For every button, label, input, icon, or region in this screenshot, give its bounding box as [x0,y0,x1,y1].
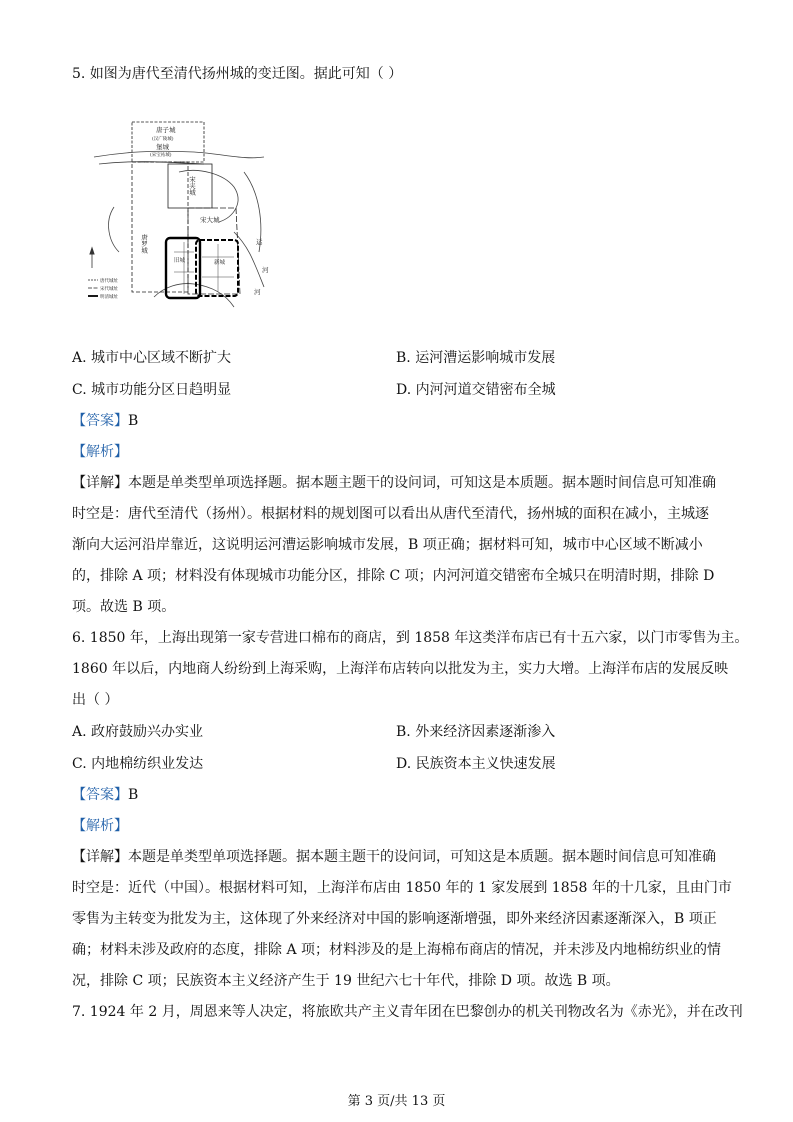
jiucheng-outline [166,238,200,298]
map-label-baocheng: 堡城 [156,143,169,151]
page-footer: 第 3 页/共 13 页 [347,1094,446,1109]
xincheng-outline [196,240,238,296]
q6-stem-line-2: 1860 年以后，内地商人纷纷到上海采购，上海洋布店转向以批发为主，实力大增。上海洋布店的发展反映 [72,661,729,677]
q5-option-c: C. 城市功能分区日趋明显 [72,382,232,398]
q6-analysis-tag: 【解析】 [72,818,128,834]
map-label-luocheng: 唐罗城 [140,234,148,254]
q6-option-c: C. 内地棉纺织业发达 [72,756,204,772]
detail-tag: 【详解】 [72,849,128,865]
answer-value: B [128,413,139,429]
q7-stem: 7. 1924 年 2 月，周恩来等人决定，将旅欧共产主义青年团在巴黎创办的机关刊物改名为《赤光》，并在改刊 [72,1004,743,1020]
q6-detail-line-3: 零售为主转变为批发为主，这体现了外来经济对中国的影响逐渐增强，即外来经济因素逐渐深入，B 项正 [72,911,717,927]
map-label-baocheng-sub: (宋宝祐城) [150,153,172,158]
river-line [109,207,119,252]
map-label-he2: 河 [254,288,261,296]
q5-option-a: A. 城市中心区域不断扩大 [72,350,232,366]
q5-analysis-tag: 【解析】 [72,444,128,460]
q5-option-d: D. 内河河道交错密布全城 [396,382,556,398]
q6-stem-line-1: 6. 1850 年，上海出现第一家专营进口棉布的商店，到 1858 年这类洋布店已有十五六家，以门市零售为主。 [72,630,749,646]
legend-mingqing: 明清城址 [100,295,118,300]
map-label-jiucheng: 旧城 [174,258,186,264]
detail-tag: 【详解】 [72,475,128,491]
map-label-dacheng: 宋大城 [200,216,220,224]
map-label-he: 河 [262,266,269,274]
q5-detail-line-3: 渐向大运河沿岸靠近，这说明运河漕运影响城市发展，B 项正确；据材料可知，城市中心区域不断减小 [72,537,703,553]
map-label-yun: 运 [256,238,263,246]
answer-value: B [128,787,139,803]
answer-tag: 【答案】 [72,413,128,429]
q6-stem-line-3: 出（ ） [72,692,119,708]
yangzhou-city-map [84,112,284,312]
map-label-xincheng: 新城 [214,260,226,266]
q6-detail-line-1: 【详解】本题是单类型单项选择题。据本题主题干的设问词，可知这是本质题。据本题时间信息可知准确 [72,849,716,865]
luocheng-outline [132,162,188,292]
q6-detail-line-5: 况，排除 C 项；民族资本主义经济产生于 19 世纪六七十年代，排除 D 项。故选 B 项。 [72,973,620,989]
q5-detail-line-1: 【详解】本题是单类型单项选择题。据本题主题干的设问词，可知这是本质题。据本题时间信息可知准确 [72,475,716,491]
q5-detail-line-2: 时空是：唐代至清代（扬州）。根据材料的规划图可以看出从唐代至清代，扬州城的面积在减小，主城逐 [72,506,709,522]
legend-song: 宋代城址 [100,287,118,292]
q5-answer [72,411,138,431]
q6-detail-line-4: 确；材料未涉及政府的态度，排除 A 项；材料涉及的是上海棉布商店的情况，并未涉及内地棉纺织业的情 [72,942,722,958]
q5-detail-line-5: 项。故选 B 项。 [72,599,176,615]
q5-detail-line-4: 的，排除 A 项；材料没有体现城市功能分区，排除 C 项；内河河道交错密布全城只在明清时期，排除 D [72,568,715,584]
river-line [94,151,264,158]
map-label-jiacheng: 宋夹城 [188,176,196,196]
q6-detail-line-2: 时空是：近代（中国）。根据材料可知，上海洋布店由 1850 年的 1 家发展到 1858 年的十几家，且由门市 [72,880,732,896]
q6-option-a: A. 政府鼓励兴办实业 [72,724,204,740]
map-label-zicheng-sub: (汉广陵城) [152,137,174,142]
q6-option-b: B. 外来经济因素逐渐渗入 [396,724,556,740]
answer-tag: 【答案】 [72,787,128,803]
map-label-zicheng: 唐子城 [156,126,176,134]
north-arrow-icon [90,248,94,268]
q5-option-b: B. 运河漕运影响城市发展 [396,350,556,366]
q5-stem: 5. 如图为唐代至清代扬州城的变迁图。据此可知（ ） [72,66,403,82]
legend-tang: 唐代城址 [100,279,118,284]
q6-answer [72,785,138,805]
q6-option-d: D. 民族资本主义快速发展 [396,756,556,772]
map-legend [88,277,118,300]
